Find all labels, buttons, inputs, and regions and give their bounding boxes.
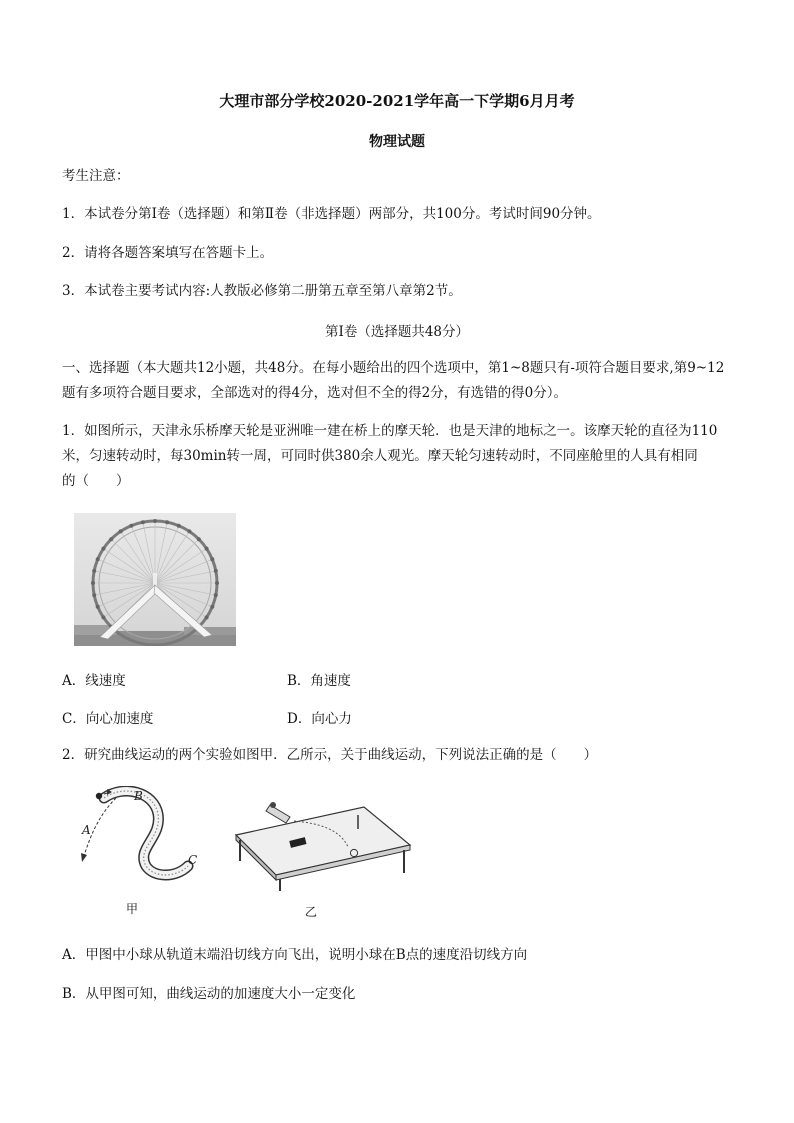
ferris-wheel-pod bbox=[109, 537, 113, 541]
ferris-wheel-pod bbox=[165, 520, 169, 524]
exam-title: 大理市部分学校2020-2021学年高一下学期6月月考 bbox=[219, 92, 575, 110]
ferris-wheel-pod bbox=[215, 581, 219, 585]
exam-subtitle: 物理试题 bbox=[369, 134, 425, 150]
section-title: 第Ⅰ卷（选择题共48分） bbox=[324, 324, 469, 340]
section-intro-line2: 题有多项符合题目要求，全部选对的得4分，选对但不全的得2分，有选错的得0分）。 bbox=[62, 385, 568, 401]
section-intro-line1: 一、选择题（本大题共12小题，共48分。在每小题给出的四个选项中，第1~8题只有-项符合题目要求,第9~12 bbox=[62, 360, 725, 376]
ferris-wheel-pod bbox=[187, 529, 191, 533]
ferris-wheel-pod bbox=[210, 605, 214, 609]
q1-stem-line2: 米，匀速转动时，每30min转一周，可同时供380余人观光。摩天轮匀速转动时，不同座舱里的人具有相同 bbox=[62, 448, 698, 464]
figure-yi-caption: 乙 bbox=[305, 905, 318, 919]
q2-stem-line1: 2．研究曲线运动的两个实验如图甲．乙所示，关于曲线运动，下列说法正确的是（ ） bbox=[62, 747, 598, 763]
q2-option-a: A．甲图中小球从轨道末端沿切线方向飞出，说明小球在B点的速度沿切线方向 bbox=[62, 947, 528, 963]
figure-yi-table bbox=[228, 795, 414, 895]
ferris-wheel-pod bbox=[197, 537, 201, 541]
q1-option-d: D．向心力 bbox=[287, 711, 352, 727]
notice-item-3: 3．本试卷主要考试内容:人教版必修第二册第五章至第八章第2节。 bbox=[62, 283, 462, 299]
ferris-wheel-photo bbox=[74, 513, 236, 646]
ferris-wheel-pod bbox=[92, 593, 96, 597]
ferris-wheel-pod bbox=[214, 593, 218, 597]
ferris-wheel-pod bbox=[91, 581, 95, 585]
figure-jia-label-b: B bbox=[134, 789, 143, 803]
figure-jia-caption: 甲 bbox=[126, 902, 139, 916]
q1-option-a: A．线速度 bbox=[62, 673, 126, 689]
notice-heading: 考生注意： bbox=[62, 168, 130, 184]
q1-stem-line1: 1．如图所示，天津永乐桥摩天轮是亚洲唯一建在桥上的摩天轮．也是天津的地标之一。该摩天轮的直径为110 bbox=[62, 423, 718, 439]
q2-option-b: B．从甲图可知，曲线运动的加速度大小一定变化 bbox=[62, 986, 356, 1002]
ferris-wheel-pod bbox=[96, 605, 100, 609]
figure-jia-curved-track bbox=[76, 786, 206, 886]
ferris-wheel-pod bbox=[129, 524, 133, 528]
figure-jia-label-c: C bbox=[188, 853, 198, 867]
ferris-wheel-pod bbox=[210, 557, 214, 561]
ferris-wheel-pod bbox=[153, 519, 157, 523]
ferris-wheel-pod bbox=[141, 520, 145, 524]
q1-option-b: B．角速度 bbox=[287, 673, 351, 689]
ferris-wheel-pod bbox=[205, 615, 209, 619]
q1-stem-line3: 的（ ） bbox=[62, 473, 130, 489]
ferris-wheel-pod bbox=[177, 524, 181, 528]
ferris-wheel-pod bbox=[119, 529, 123, 533]
ferris-wheel-pod bbox=[214, 569, 218, 573]
ferris-wheel-pod bbox=[92, 569, 96, 573]
notice-item-2: 2．请将各题答案填写在答题卡上。 bbox=[62, 245, 274, 261]
q1-option-c: C．向心加速度 bbox=[62, 711, 154, 727]
figure-jia-label-a: A bbox=[82, 823, 91, 837]
ferris-wheel-pod bbox=[101, 547, 105, 551]
ferris-wheel-pod bbox=[101, 615, 105, 619]
ferris-wheel-pod bbox=[96, 557, 100, 561]
notice-item-1: 1．本试卷分第Ⅰ卷（选择题）和第Ⅱ卷（非选择题）两部分，共100分。考试时间90分钟。 bbox=[62, 206, 601, 222]
ferris-wheel-pod bbox=[205, 547, 209, 551]
